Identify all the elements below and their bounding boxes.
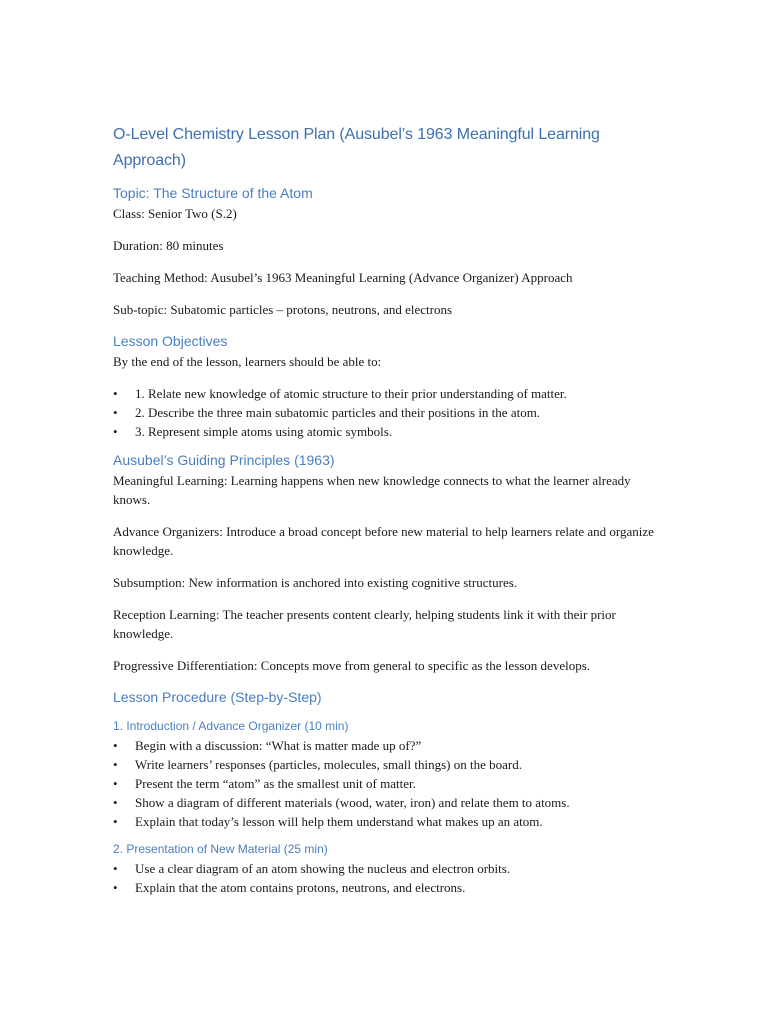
bullet-icon: • [113,424,118,439]
list-item-text: Show a diagram of different materials (wood, water, iron) and relate them to atoms. [135,795,570,810]
step-2-list [113,859,658,897]
document-page [113,122,658,907]
principle-subsumption: Subsumption: New information is anchored into existing cognitive structures. [113,575,518,590]
bullet-icon: • [113,405,118,420]
objectives-heading: Lesson Objectives [113,333,228,349]
list-item [113,403,658,422]
list-item [113,755,658,774]
list-item [113,812,658,831]
bullet-icon: • [113,386,118,401]
bullet-icon: • [113,776,118,791]
bullet-icon: • [113,861,118,876]
list-item-text: 1. Relate new knowledge of atomic structure to their prior understanding of matter. [135,386,567,401]
list-item [113,384,658,403]
list-item-text: 3. Represent simple atoms using atomic symbols. [135,424,393,439]
list-item-text: Explain that today’s lesson will help them understand what makes up an atom. [135,814,543,829]
list-item-text: 2. Describe the three main subatomic particles and their positions in the atom. [135,405,541,420]
step-1-list [113,736,658,831]
detail-class: Class: Senior Two (S.2) [113,206,237,221]
list-item [113,422,658,441]
bullet-icon: • [113,880,118,895]
document-title: O-Level Chemistry Lesson Plan (Ausubel’s 1963 Meaningful Learning Approach) [113,126,600,169]
list-item [113,774,658,793]
objectives-list [113,384,658,441]
bullet-icon: • [113,795,118,810]
bullet-icon: • [113,738,118,753]
list-item [113,878,658,897]
bullet-icon: • [113,757,118,772]
list-item-text: Begin with a discussion: “What is matter made up of?” [135,738,422,753]
principle-reception-learning: Reception Learning: The teacher presents content clearly, helping students link it with their prior knowledge. [113,607,616,641]
detail-duration: Duration: 80 minutes [113,238,224,253]
detail-teaching-method: Teaching Method: Ausubel’s 1963 Meaningful Learning (Advance Organizer) Approach [113,270,573,285]
objectives-intro: By the end of the lesson, learners should be able to: [113,354,382,369]
principles-heading: Ausubel’s Guiding Principles (1963) [113,452,335,468]
list-item [113,736,658,755]
step-1-heading: 1. Introduction / Advance Organizer (10 min) [113,719,349,733]
list-item-text: Use a clear diagram of an atom showing the nucleus and electron orbits. [135,861,511,876]
list-item-text: Explain that the atom contains protons, neutrons, and electrons. [135,880,466,895]
principle-meaningful-learning: Meaningful Learning: Learning happens when new knowledge connects to what the learner already knows. [113,473,631,507]
step-2-heading: 2. Presentation of New Material (25 min) [113,842,328,856]
detail-sub-topic: Sub-topic: Subatomic particles – protons, neutrons, and electrons [113,302,453,317]
list-item-text: Write learners’ responses (particles, molecules, small things) on the board. [135,757,522,772]
principle-progressive-differentiation: Progressive Differentiation: Concepts move from general to specific as the lesson develops. [113,658,591,673]
list-item [113,859,658,878]
procedure-heading: Lesson Procedure (Step-by-Step) [113,689,322,705]
topic-heading: Topic: The Structure of the Atom [113,185,313,201]
principle-advance-organizers: Advance Organizers: Introduce a broad concept before new material to help learners relate and organize knowledge. [113,524,654,558]
list-item [113,793,658,812]
list-item-text: Present the term “atom” as the smallest unit of matter. [135,776,416,791]
bullet-icon: • [113,814,118,829]
